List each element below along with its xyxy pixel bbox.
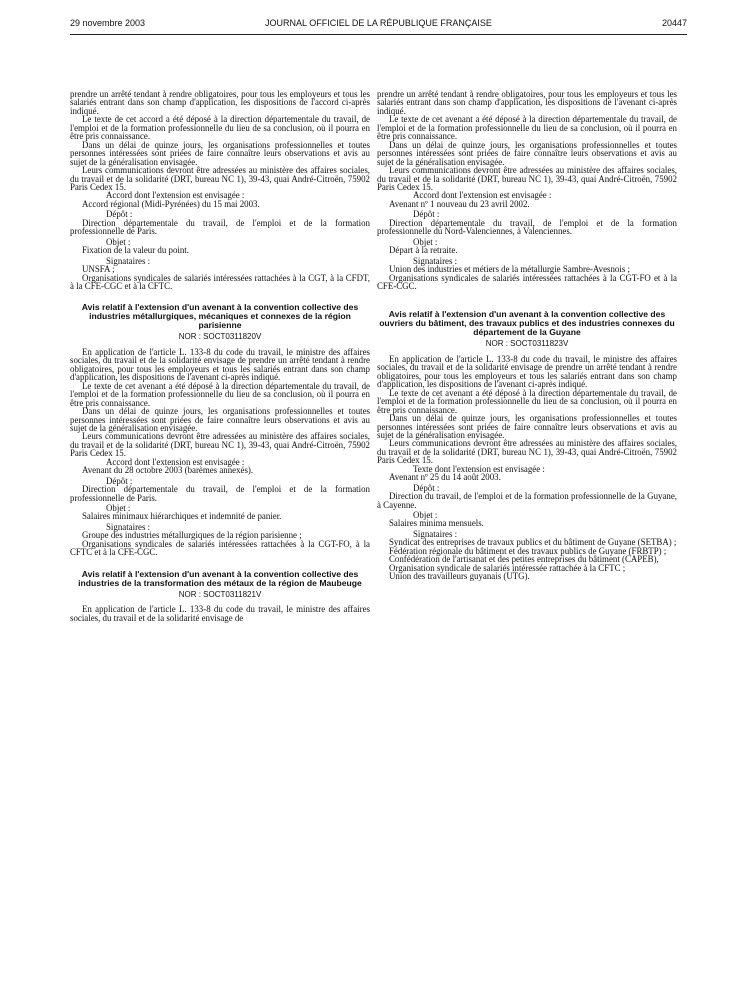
signatory: Organisations syndicales de salariés intéressées rattachées à la CGT-FO, à la CFTC et à la CFE-CGC.: [70, 538, 370, 558]
right-column: [377, 90, 677, 581]
objet-value: Fixation de la valeur du point.: [82, 245, 189, 256]
signataires-label: Signataires :: [106, 255, 151, 266]
depot-value: Direction départementale du travail, de l'emploi et de la formation professionnelle de Paris.: [70, 217, 370, 237]
signatory: Organisation syndicale de salariés intéressée rattachée à la CFTC ;: [389, 562, 626, 573]
objet-value: Salaires minima mensuels.: [389, 518, 484, 529]
paragraph: En application de l'article L. 133-8 du code du travail, le ministre des affaires sociales, du travail et de la solidarité envisage de prendre un arrêté tendant à rendre obligatoires, pour tous les employeurs et tous les salariés entrant dans son champ d'application, les dispositions de l'avenant ci-après indiqué.: [70, 346, 370, 383]
paragraph: Leurs communications devront être adressées au ministère des affaires sociales, du travail et de la solidarité (DRT, bureau NC 1), 39-43, quai André-Citroën, 75902 Paris Cedex 15.: [70, 165, 370, 192]
header-rule: [70, 34, 687, 35]
paragraph: Le texte de cet avenant a été déposé à la direction départementale du travail, de l'emploi et de la formation professionnelle du lieu de sa conclusion, où il pourra en être pris connaissance.: [70, 380, 370, 408]
signatory: Syndicat des entreprises de travaux publics et du bâtiment de Guyane (SETBA) ;: [389, 537, 677, 548]
objet-label: Objet :: [106, 503, 131, 514]
signatory: Groupe des industries métallurgiques de la région parisienne ;: [82, 530, 302, 541]
text-value: Avenant nº 25 du 14 août 2003.: [389, 472, 501, 483]
depot-label: Dépôt :: [413, 482, 440, 493]
notice-section: [70, 570, 370, 622]
signatory: UNSFA ;: [82, 264, 115, 275]
section-title: Avis relatif à l'extension d'un avenant à la convention collective des ouvriers du bâtiment, des travaux publics et des industries connexes du département de la Guyane: [379, 309, 675, 338]
objet-label: Objet :: [413, 510, 438, 521]
paragraph: Dans un délai de quinze jours, les organisations professionnelles et toutes personnes intéressées sont priées de faire connaître leurs observations et avis au sujet de la généralisation envisagée.: [70, 406, 370, 433]
signatory: Union des travailleurs guyanais (UTG).: [389, 571, 530, 582]
issue-date: 29 novembre 2003: [70, 18, 146, 28]
depot-label: Dépôt :: [106, 209, 133, 220]
paragraph: Dans un délai de quinze jours, les organisations professionnelles et toutes personnes intéressées sont priées de faire connaître leurs observations et avis au sujet de la généralisation envisagée.: [70, 139, 370, 167]
paragraph: prendre un arrêté tendant à rendre obligatoires, pour tous les employeurs et tous les salariés entrant dans son champ d'application, les dispositions de l'accord ci-après indiqué.: [70, 89, 370, 116]
signatory: Confédération de l'artisanat et des petites entreprises du bâtiment (CAPEB),: [389, 554, 659, 565]
depot-label: Dépôt :: [413, 209, 440, 220]
signatory: Organisations syndicales de salariés intéressées rattachées à la CGT-FO et à la CFE-CGC.: [377, 272, 677, 291]
section-title: Avis relatif à l'extension d'un avenant à la convention collective des industries métallurgiques, mécaniques et connexes de la région parisienne: [81, 302, 359, 331]
signatory: Organisations syndicales de salariés intéressées rattachées à la CGT, à la CFDT, à la CFE-CGC et à la CFTC.: [70, 272, 370, 291]
nor-reference: NOR : SOCT0311821V: [178, 589, 262, 599]
text-label: Accord dont l'extension est envisagée :: [106, 190, 245, 201]
signatory: Union des industries et métiers de la métallurgie Sambre-Avesnois ;: [389, 264, 630, 275]
paragraph: Le texte de cet avenant a été déposé à la direction départementale du travail, de l'emploi et de la formation professionnelle du lieu de sa conclusion, où il pourra en être pris connaissance.: [377, 387, 677, 415]
signataires-label: Signataires :: [413, 528, 458, 539]
journal-title: JOURNAL OFFICIEL DE LA RÉPUBLIQUE FRANÇAISE: [265, 18, 492, 28]
text-value: Avenant du 28 octobre 2003 (barèmes annexés).: [82, 465, 254, 476]
paragraph: Leurs communications devront être adressées au ministère des affaires sociales, du travail et de la solidarité (DRT, bureau NC 1), 39-43, quai André-Citroën, 75902 Paris Cedex 15.: [70, 431, 370, 459]
paragraph: En application de l'article L. 133-8 du code du travail, le ministre des affaires sociales, du travail et de la solidarité envisage de prendre un arrêté tendant à rendre obligatoires, pour tous les employeurs et tous les salariés entrant dans son champ d'application, les dispositions de l'avenant ci-après indiqué.: [377, 353, 677, 390]
signatory: Fédération régionale du bâtiment et des travaux publics de Guyane (FRBTP) ;: [389, 545, 667, 556]
text-label: Texte dont l'extension est envisagée :: [413, 463, 545, 474]
nor-reference: NOR : SOCT0311823V: [485, 339, 569, 349]
paragraph: prendre un arrêté tendant à rendre obligatoires, pour tous les employeurs et tous les salariés entrant dans son champ d'application, les dispositions de l'avenant ci-après indiqué.: [377, 89, 677, 116]
signataires-label: Signataires :: [413, 255, 458, 266]
text-label: Accord dont l'extension est envisagée :: [413, 190, 552, 201]
objet-value: Départ à la retraite.: [389, 245, 458, 256]
page-header: [70, 18, 687, 32]
paragraph: Dans un délai de quinze jours, les organisations professionnelles et toutes personnes intéressées sont priées de faire connaître leurs observations et avis au sujet de la généralisation envisagée.: [377, 413, 677, 440]
paragraph: Le texte de cet avenant a été déposé à la direction départementale du travail, de l'emploi et de la formation professionnelle du lieu de sa conclusion, où il pourra en être pris connaissance.: [377, 114, 677, 142]
objet-label: Objet :: [413, 236, 438, 247]
text-value: Accord régional (Midi-Pyrénées) du 15 mai 2003.: [82, 198, 260, 209]
signataires-label: Signataires :: [106, 521, 151, 532]
depot-value: Direction du travail, de l'emploi et de la formation professionnelle de la Guyane, à Cayenne.: [377, 491, 677, 510]
depot-label: Dépôt :: [106, 475, 133, 486]
paragraph: Leurs communications devront être adressées au ministère des affaires sociales, du travail et de la solidarité (DRT, bureau NC 1), 39-43, quai André-Citroën, 75902 Paris Cedex 15.: [377, 438, 677, 466]
depot-value: Direction départementale du travail, de l'emploi et de la formation professionnelle du Nord-Valenciennes, à Valenciennes.: [377, 217, 677, 237]
nor-reference: NOR : SOCT0311820V: [178, 332, 262, 342]
paragraph: Dans un délai de quinze jours, les organisations professionnelles et toutes personnes intéressées sont priées de faire connaître leurs observations et avis au sujet de la généralisation envisagée.: [377, 139, 677, 167]
paragraph: Leurs communications devront être adressées au ministère des affaires sociales, du travail et de la solidarité (DRT, bureau NC 1), 39-43, quai André-Citroën, 75902 Paris Cedex 15.: [377, 165, 677, 192]
notice-section: [377, 310, 677, 580]
objet-label: Objet :: [106, 236, 131, 247]
text-value: Avenant nº 1 nouveau du 23 avril 2002.: [389, 198, 530, 209]
section-title: Avis relatif à l'extension d'un avenant à la convention collective des industries de la transformation des métaux de la région de Maubeuge: [78, 568, 362, 588]
objet-value: Salaires minimaux hiérarchiques et indemnité de panier.: [82, 511, 282, 522]
text-label: Accord dont l'extension est envisagée :: [106, 456, 245, 467]
left-column: [70, 90, 370, 622]
paragraph: Le texte de cet accord a été déposé à la direction départementale du travail, de l'emploi et de la formation professionnelle du lieu de sa conclusion, où il pourra en être pris connaissance.: [70, 114, 370, 142]
notice-section: [70, 303, 370, 556]
depot-value: Direction départementale du travail, de l'emploi et de la formation professionnelle de Paris.: [70, 484, 370, 503]
paragraph: En application de l'article L. 133-8 du code du travail, le ministre des affaires sociales, du travail et de la solidarité envisage de: [70, 604, 370, 623]
page-number: 20447: [661, 18, 687, 28]
